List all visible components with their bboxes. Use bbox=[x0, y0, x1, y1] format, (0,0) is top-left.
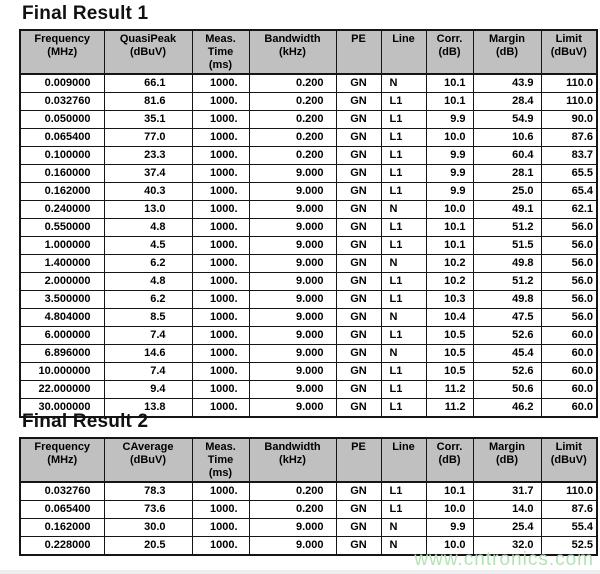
margin-cell: 60.4 bbox=[473, 147, 541, 165]
column-header-level: QuasiPeak (dBuV) bbox=[104, 30, 192, 74]
margin-cell: 43.9 bbox=[473, 74, 541, 93]
margin-cell: 46.2 bbox=[473, 399, 541, 418]
bandwidth-cell: 0.200 bbox=[249, 111, 336, 129]
corr-cell: 10.1 bbox=[426, 237, 473, 255]
bandwidth-cell: 9.000 bbox=[249, 273, 336, 291]
frequency-cell: 0.050000 bbox=[20, 111, 104, 129]
column-header-pe: PE bbox=[336, 30, 381, 74]
table-row bbox=[20, 501, 597, 519]
corr-cell: 10.4 bbox=[426, 309, 473, 327]
margin-cell: 51.5 bbox=[473, 237, 541, 255]
column-header-bandwidth: Bandwidth (kHz) bbox=[249, 438, 336, 482]
table-row bbox=[20, 111, 597, 129]
frequency-cell: 0.065400 bbox=[20, 129, 104, 147]
bandwidth-cell: 0.200 bbox=[249, 93, 336, 111]
line-cell: N bbox=[381, 519, 426, 537]
meastime-cell: 1000. bbox=[192, 237, 249, 255]
margin-cell: 52.6 bbox=[473, 327, 541, 345]
corr-cell: 10.3 bbox=[426, 291, 473, 309]
frequency-cell: 3.500000 bbox=[20, 291, 104, 309]
limit-cell: 110.0 bbox=[541, 93, 597, 111]
final-result-1-table bbox=[19, 29, 598, 418]
margin-cell: 31.7 bbox=[473, 482, 541, 501]
corr-cell: 10.5 bbox=[426, 363, 473, 381]
bandwidth-cell: 9.000 bbox=[249, 519, 336, 537]
header-row bbox=[20, 30, 597, 74]
corr-cell: 11.2 bbox=[426, 381, 473, 399]
table-row bbox=[20, 129, 597, 147]
margin-cell: 32.0 bbox=[473, 537, 541, 556]
line-cell: N bbox=[381, 537, 426, 556]
corr-cell: 10.0 bbox=[426, 501, 473, 519]
pe-cell: GN bbox=[336, 273, 381, 291]
column-header-line: Line bbox=[381, 438, 426, 482]
pe-cell: GN bbox=[336, 111, 381, 129]
table-row bbox=[20, 345, 597, 363]
line-cell: L1 bbox=[381, 237, 426, 255]
level-cell: 30.0 bbox=[104, 519, 192, 537]
bandwidth-cell: 9.000 bbox=[249, 237, 336, 255]
watermark: www.cntronics.com bbox=[414, 549, 594, 570]
meastime-cell: 1000. bbox=[192, 345, 249, 363]
pe-cell: GN bbox=[336, 537, 381, 556]
bandwidth-cell: 9.000 bbox=[249, 255, 336, 273]
bandwidth-cell: 9.000 bbox=[249, 363, 336, 381]
table-row bbox=[20, 327, 597, 345]
bandwidth-cell: 9.000 bbox=[249, 345, 336, 363]
frequency-cell: 0.228000 bbox=[20, 537, 104, 556]
level-cell: 4.5 bbox=[104, 237, 192, 255]
pe-cell: GN bbox=[336, 501, 381, 519]
pe-cell: GN bbox=[336, 237, 381, 255]
corr-cell: 10.1 bbox=[426, 219, 473, 237]
line-cell: L1 bbox=[381, 219, 426, 237]
column-header-limit: Limit (dBuV) bbox=[541, 438, 597, 482]
line-cell: N bbox=[381, 345, 426, 363]
bandwidth-cell: 9.000 bbox=[249, 381, 336, 399]
frequency-cell: 6.896000 bbox=[20, 345, 104, 363]
level-cell: 81.6 bbox=[104, 93, 192, 111]
pe-cell: GN bbox=[336, 309, 381, 327]
table-row bbox=[20, 219, 597, 237]
level-cell: 66.1 bbox=[104, 74, 192, 93]
margin-cell: 49.1 bbox=[473, 201, 541, 219]
limit-cell: 110.0 bbox=[541, 482, 597, 501]
bandwidth-cell: 9.000 bbox=[249, 201, 336, 219]
pe-cell: GN bbox=[336, 129, 381, 147]
bandwidth-cell: 9.000 bbox=[249, 399, 336, 418]
level-cell: 77.0 bbox=[104, 129, 192, 147]
meastime-cell: 1000. bbox=[192, 291, 249, 309]
pe-cell: GN bbox=[336, 74, 381, 93]
meastime-cell: 1000. bbox=[192, 381, 249, 399]
corr-cell: 10.2 bbox=[426, 255, 473, 273]
line-cell: L1 bbox=[381, 273, 426, 291]
line-cell: L1 bbox=[381, 147, 426, 165]
bandwidth-cell: 9.000 bbox=[249, 183, 336, 201]
corr-cell: 10.5 bbox=[426, 345, 473, 363]
table-row bbox=[20, 363, 597, 381]
level-cell: 73.6 bbox=[104, 501, 192, 519]
column-header-meastime: Meas. Time (ms) bbox=[192, 30, 249, 74]
meastime-cell: 1000. bbox=[192, 165, 249, 183]
line-cell: L1 bbox=[381, 111, 426, 129]
line-cell: L1 bbox=[381, 183, 426, 201]
column-header-pe: PE bbox=[336, 438, 381, 482]
limit-cell: 62.1 bbox=[541, 201, 597, 219]
meastime-cell: 1000. bbox=[192, 183, 249, 201]
table-row bbox=[20, 309, 597, 327]
column-header-level: CAverage (dBuV) bbox=[104, 438, 192, 482]
column-header-margin: Margin (dB) bbox=[473, 30, 541, 74]
pe-cell: GN bbox=[336, 327, 381, 345]
column-header-limit: Limit (dBuV) bbox=[541, 30, 597, 74]
corr-cell: 9.9 bbox=[426, 147, 473, 165]
frequency-cell: 0.160000 bbox=[20, 165, 104, 183]
header-row bbox=[20, 438, 597, 482]
meastime-cell: 1000. bbox=[192, 93, 249, 111]
corr-cell: 10.1 bbox=[426, 74, 473, 93]
meastime-cell: 1000. bbox=[192, 219, 249, 237]
limit-cell: 60.0 bbox=[541, 399, 597, 418]
line-cell: L1 bbox=[381, 93, 426, 111]
margin-cell: 45.4 bbox=[473, 345, 541, 363]
margin-cell: 10.6 bbox=[473, 129, 541, 147]
limit-cell: 56.0 bbox=[541, 219, 597, 237]
meastime-cell: 1000. bbox=[192, 273, 249, 291]
bandwidth-cell: 9.000 bbox=[249, 327, 336, 345]
frequency-cell: 1.000000 bbox=[20, 237, 104, 255]
margin-cell: 28.1 bbox=[473, 165, 541, 183]
line-cell: L1 bbox=[381, 381, 426, 399]
final-result-2-table bbox=[19, 437, 598, 556]
corr-cell: 9.9 bbox=[426, 519, 473, 537]
column-header-margin: Margin (dB) bbox=[473, 438, 541, 482]
bandwidth-cell: 0.200 bbox=[249, 129, 336, 147]
level-cell: 37.4 bbox=[104, 165, 192, 183]
pe-cell: GN bbox=[336, 482, 381, 501]
line-cell: L1 bbox=[381, 501, 426, 519]
level-cell: 78.3 bbox=[104, 482, 192, 501]
table-row bbox=[20, 273, 597, 291]
column-header-bandwidth: Bandwidth (kHz) bbox=[249, 30, 336, 74]
margin-cell: 50.6 bbox=[473, 381, 541, 399]
line-cell: L1 bbox=[381, 291, 426, 309]
pe-cell: GN bbox=[336, 183, 381, 201]
margin-cell: 52.6 bbox=[473, 363, 541, 381]
meastime-cell: 1000. bbox=[192, 363, 249, 381]
pe-cell: GN bbox=[336, 93, 381, 111]
margin-cell: 28.4 bbox=[473, 93, 541, 111]
corr-cell: 10.1 bbox=[426, 93, 473, 111]
level-cell: 23.3 bbox=[104, 147, 192, 165]
line-cell: L1 bbox=[381, 363, 426, 381]
frequency-cell: 22.000000 bbox=[20, 381, 104, 399]
line-cell: N bbox=[381, 201, 426, 219]
frequency-cell: 2.000000 bbox=[20, 273, 104, 291]
column-header-corr: Corr. (dB) bbox=[426, 438, 473, 482]
line-cell: L1 bbox=[381, 327, 426, 345]
level-cell: 35.1 bbox=[104, 111, 192, 129]
limit-cell: 52.5 bbox=[541, 537, 597, 556]
line-cell: L1 bbox=[381, 399, 426, 418]
corr-cell: 9.9 bbox=[426, 165, 473, 183]
pe-cell: GN bbox=[336, 255, 381, 273]
meastime-cell: 1000. bbox=[192, 201, 249, 219]
final-result-2-section bbox=[19, 411, 596, 556]
pe-cell: GN bbox=[336, 399, 381, 418]
limit-cell: 110.0 bbox=[541, 74, 597, 93]
limit-cell: 60.0 bbox=[541, 363, 597, 381]
line-cell: N bbox=[381, 74, 426, 93]
pe-cell: GN bbox=[336, 291, 381, 309]
pe-cell: GN bbox=[336, 201, 381, 219]
table-row bbox=[20, 255, 597, 273]
frequency-cell: 0.032760 bbox=[20, 93, 104, 111]
margin-cell: 14.0 bbox=[473, 501, 541, 519]
table-row bbox=[20, 147, 597, 165]
meastime-cell: 1000. bbox=[192, 74, 249, 93]
corr-cell: 10.0 bbox=[426, 129, 473, 147]
column-header-corr: Corr. (dB) bbox=[426, 30, 473, 74]
meastime-cell: 1000. bbox=[192, 482, 249, 501]
table-row bbox=[20, 165, 597, 183]
pe-cell: GN bbox=[336, 219, 381, 237]
level-cell: 13.8 bbox=[104, 399, 192, 418]
meastime-cell: 1000. bbox=[192, 501, 249, 519]
page-edge-strip bbox=[0, 570, 600, 574]
line-cell: L1 bbox=[381, 482, 426, 501]
level-cell: 9.4 bbox=[104, 381, 192, 399]
limit-cell: 83.7 bbox=[541, 147, 597, 165]
frequency-cell: 0.162000 bbox=[20, 519, 104, 537]
limit-cell: 90.0 bbox=[541, 111, 597, 129]
limit-cell: 56.0 bbox=[541, 237, 597, 255]
frequency-cell: 1.400000 bbox=[20, 255, 104, 273]
limit-cell: 56.0 bbox=[541, 255, 597, 273]
table-row bbox=[20, 93, 597, 111]
level-cell: 20.5 bbox=[104, 537, 192, 556]
table-row bbox=[20, 74, 597, 93]
level-cell: 4.8 bbox=[104, 273, 192, 291]
margin-cell: 49.8 bbox=[473, 291, 541, 309]
line-cell: L1 bbox=[381, 129, 426, 147]
level-cell: 6.2 bbox=[104, 291, 192, 309]
frequency-cell: 0.065400 bbox=[20, 501, 104, 519]
column-header-frequency: Frequency (MHz) bbox=[20, 30, 104, 74]
margin-cell: 49.8 bbox=[473, 255, 541, 273]
meastime-cell: 1000. bbox=[192, 327, 249, 345]
margin-cell: 51.2 bbox=[473, 219, 541, 237]
limit-cell: 56.0 bbox=[541, 309, 597, 327]
frequency-cell: 0.240000 bbox=[20, 201, 104, 219]
table-row bbox=[20, 519, 597, 537]
bandwidth-cell: 0.200 bbox=[249, 74, 336, 93]
corr-cell: 10.1 bbox=[426, 482, 473, 501]
level-cell: 40.3 bbox=[104, 183, 192, 201]
level-cell: 7.4 bbox=[104, 363, 192, 381]
final-result-1-section bbox=[19, 3, 596, 418]
level-cell: 7.4 bbox=[104, 327, 192, 345]
table-row bbox=[20, 201, 597, 219]
corr-cell: 10.0 bbox=[426, 201, 473, 219]
meastime-cell: 1000. bbox=[192, 519, 249, 537]
table-row bbox=[20, 237, 597, 255]
frequency-cell: 0.162000 bbox=[20, 183, 104, 201]
limit-cell: 60.0 bbox=[541, 381, 597, 399]
frequency-cell: 0.032760 bbox=[20, 482, 104, 501]
column-header-frequency: Frequency (MHz) bbox=[20, 438, 104, 482]
pe-cell: GN bbox=[336, 363, 381, 381]
margin-cell: 25.4 bbox=[473, 519, 541, 537]
margin-cell: 47.5 bbox=[473, 309, 541, 327]
limit-cell: 65.4 bbox=[541, 183, 597, 201]
table-row bbox=[20, 291, 597, 309]
bandwidth-cell: 9.000 bbox=[249, 219, 336, 237]
corr-cell: 9.9 bbox=[426, 111, 473, 129]
bandwidth-cell: 9.000 bbox=[249, 309, 336, 327]
limit-cell: 87.6 bbox=[541, 501, 597, 519]
page-title: Final Result 2 bbox=[22, 411, 149, 432]
limit-cell: 56.0 bbox=[541, 273, 597, 291]
corr-cell: 10.0 bbox=[426, 537, 473, 556]
page-title: Final Result 1 bbox=[22, 3, 149, 24]
bandwidth-cell: 9.000 bbox=[249, 537, 336, 556]
corr-cell: 10.2 bbox=[426, 273, 473, 291]
pe-cell: GN bbox=[336, 381, 381, 399]
frequency-cell: 30.000000 bbox=[20, 399, 104, 418]
meastime-cell: 1000. bbox=[192, 129, 249, 147]
level-cell: 4.8 bbox=[104, 219, 192, 237]
pe-cell: GN bbox=[336, 345, 381, 363]
bandwidth-cell: 0.200 bbox=[249, 147, 336, 165]
meastime-cell: 1000. bbox=[192, 399, 249, 418]
limit-cell: 56.0 bbox=[541, 291, 597, 309]
line-cell: L1 bbox=[381, 165, 426, 183]
frequency-cell: 10.000000 bbox=[20, 363, 104, 381]
frequency-cell: 0.550000 bbox=[20, 219, 104, 237]
limit-cell: 65.5 bbox=[541, 165, 597, 183]
table-row bbox=[20, 381, 597, 399]
pe-cell: GN bbox=[336, 519, 381, 537]
frequency-cell: 4.804000 bbox=[20, 309, 104, 327]
limit-cell: 60.0 bbox=[541, 345, 597, 363]
meastime-cell: 1000. bbox=[192, 111, 249, 129]
margin-cell: 54.9 bbox=[473, 111, 541, 129]
column-header-meastime: Meas. Time (ms) bbox=[192, 438, 249, 482]
line-cell: N bbox=[381, 309, 426, 327]
limit-cell: 60.0 bbox=[541, 327, 597, 345]
bandwidth-cell: 0.200 bbox=[249, 482, 336, 501]
limit-cell: 87.6 bbox=[541, 129, 597, 147]
meastime-cell: 1000. bbox=[192, 537, 249, 556]
pe-cell: GN bbox=[336, 147, 381, 165]
line-cell: N bbox=[381, 255, 426, 273]
margin-cell: 25.0 bbox=[473, 183, 541, 201]
level-cell: 8.5 bbox=[104, 309, 192, 327]
margin-cell: 51.2 bbox=[473, 273, 541, 291]
level-cell: 14.6 bbox=[104, 345, 192, 363]
frequency-cell: 6.000000 bbox=[20, 327, 104, 345]
pe-cell: GN bbox=[336, 165, 381, 183]
bandwidth-cell: 0.200 bbox=[249, 501, 336, 519]
limit-cell: 55.4 bbox=[541, 519, 597, 537]
frequency-cell: 0.100000 bbox=[20, 147, 104, 165]
level-cell: 13.0 bbox=[104, 201, 192, 219]
level-cell: 6.2 bbox=[104, 255, 192, 273]
frequency-cell: 0.009000 bbox=[20, 74, 104, 93]
meastime-cell: 1000. bbox=[192, 255, 249, 273]
table-row bbox=[20, 482, 597, 501]
bandwidth-cell: 9.000 bbox=[249, 165, 336, 183]
bandwidth-cell: 9.000 bbox=[249, 291, 336, 309]
meastime-cell: 1000. bbox=[192, 147, 249, 165]
corr-cell: 9.9 bbox=[426, 183, 473, 201]
corr-cell: 10.5 bbox=[426, 327, 473, 345]
corr-cell: 11.2 bbox=[426, 399, 473, 418]
meastime-cell: 1000. bbox=[192, 309, 249, 327]
column-header-line: Line bbox=[381, 30, 426, 74]
table-row bbox=[20, 183, 597, 201]
